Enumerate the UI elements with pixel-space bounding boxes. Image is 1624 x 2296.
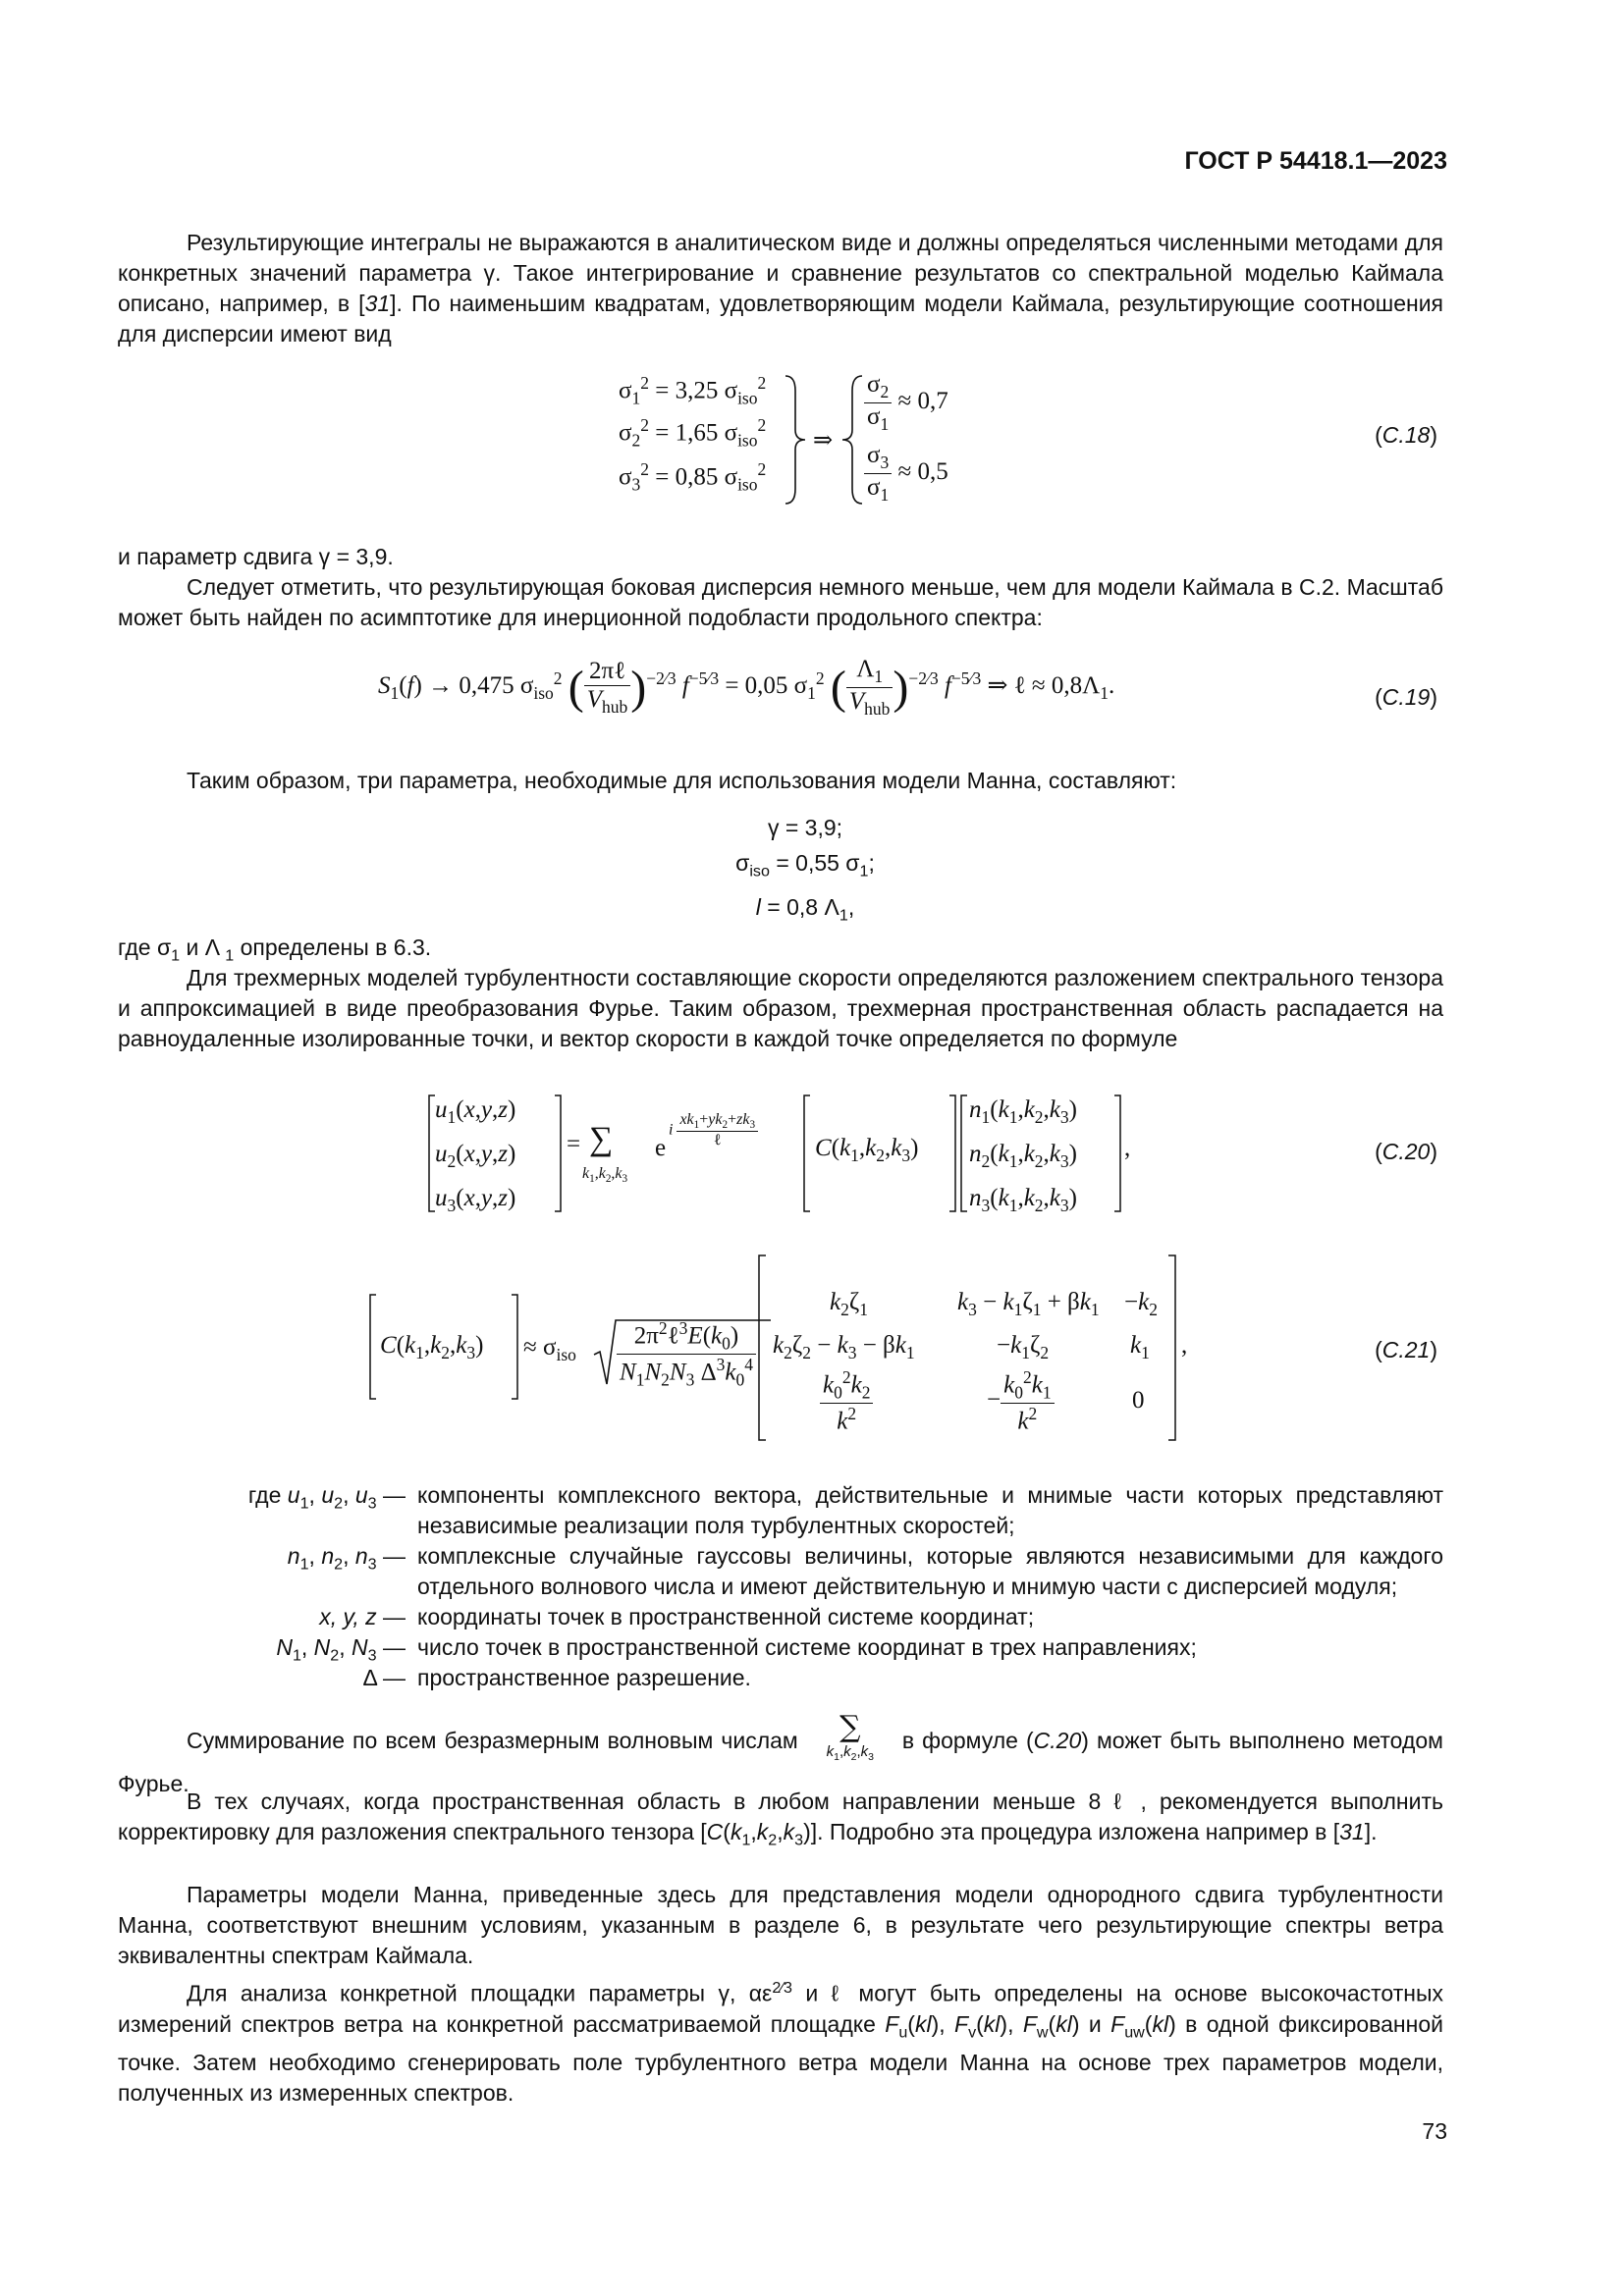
definition-u: где $u_1$, $u_2$, $u_3$ — компоненты комплексного вектора, действительные и мнимые части которых представляют независимые реализации поля турбулентных скоростей;: [247, 1482, 1443, 1538]
equation-number-c18: (C.18): [1375, 422, 1437, 448]
paragraph-3d-models: Для трехмерных моделей турбулентности составляющие скорости определяются разложением спектрального тензора и аппроксимацией в виде преобразования Фурье. Таким образом, трехмерная пространственная область распадается на равноудаленные изолированные точки, и вектор скорости в каждой точке определяется по формуле: [118, 965, 1443, 1051]
equation-number-c19: (C.19): [1375, 684, 1437, 710]
paragraph-summation: Суммирование по всем безразмерным волновым числам ∑ $k_1,k_2,k_3$ в формуле (C.20) может быть выполнено методом Фурье.: [118, 1710, 1443, 1796]
definition-xyz: x, y, z — координаты точек в пространственной системе координат;: [319, 1604, 1035, 1629]
paragraph-intro: Результирующие интегралы не выражаются в аналитическом виде и должны определяться численными методами для конкретных значений параметра γ. Такое интегрирование и сравнение результатов со спектральной моделью Каймала описано, например, в [31]. По наименьшим квадратам, удовлетворяющим модели Каймала, результирующие соотношения для дисперсии имеют вид: [118, 230, 1444, 347]
document-header: ГОСТ Р 54418.1—2023: [1184, 147, 1447, 175]
equation-c20: $u_1(x,y,z)$ $u_2(x,y,z)$ $u_3(x,y,z)$ = ∑ $k_1,k_2,k_3$ e i $\frac{xk_1+yk_2+zk_3}{\text{ℓ}}$ $C(k_1,k_2,k_3)$ $n_1(k_1,k_2,k_3)$ $n_2(k_1,k_2,k_3)$ $n_3(k_1,k_2,k_3)$ ,: [427, 1092, 1173, 1219]
equation-c21: $C(k_1,k_2,k_3)$ ≈ $\sigma_{iso}$ $\frac{2\pi^2\ell^3E(k_0)}{N_1N_2N_3 \Delta^3k_0^4}$ $k_2\zeta_1$ $k_3 - k_1\zeta_1 + \beta k_1$ $-k_2$ $k_2\zeta_2 - k_3 - \beta k_1$ $-k_1\zeta_2$ $k_1$ $\frac{k_0^2k_2}{k^2}$ − $\frac{k_0^2k_1}{k^2}$ 0 ,: [368, 1252, 1203, 1448]
equation-c19: $S_1(f) \to 0,475$ $\sigma_{iso}^2$ ( $\frac{\text{2πℓ}}{V_{hub}}$ )$^{-2⁄3}$ $f^{-5⁄3} = 0,05$ $\sigma_1^2$ ( $\frac{\Lambda_1}{V_{hub}}$ )$^{-2⁄3}$ $f^{-5⁄3}$ ⇒ ℓ ≈ $0,8\Lambda_1$.: [378, 656, 1115, 719]
equation-number-c21: (C.21): [1375, 1337, 1437, 1362]
paragraph-params-intro: Таким образом, три параметра, необходимые для использования модели Манна, составляют:: [187, 768, 1177, 793]
paragraph-site-analysis: Для анализа конкретной площадки параметры γ, $\alpha\varepsilon^{2⁄3}$ и ℓ могут быть определены на основе высокочастотных измерений спектров ветра на конкретной рассматриваемой площадке $F_u(kl)$, $F_v(kl)$, $F_w(kl)$ и $F_{uw}(kl)$ в одной фиксированной точке. Затем необходимо сгенерировать поле турбулентного ветра модели Манна на основе трех параметров модели, полученных из измеренных спектров.: [118, 1979, 1443, 2107]
svg-text:⇒: ⇒: [813, 426, 834, 454]
paragraph-where: где $\sigma_1$ и Λ $_1$ определены в 6.3.: [118, 934, 432, 965]
paragraph-mann-params: Параметры модели Манна, приведенные здесь для представления модели однородного сдвига турбулентности Манна, соответствуют внешним условиям, указанным в разделе 6, в результате чего результирующие спектры ветра эквивалентны спектрам Каймала.: [118, 1882, 1443, 1968]
paragraph-shift: и параметр сдвига γ = 3,9.: [118, 544, 394, 569]
paragraph-correction: В тех случаях, когда пространственная область в любом направлении меньше 8 ℓ , рекомендуется выполнить корректировку для разложения спектрального тензора $[C(k_1,k_2,k_3)]$. Подробно эта процедура изложена например в [31].: [118, 1789, 1443, 1849]
equation-c18: $\sigma_1^2 = 3,25$ $\sigma_{iso}^2$ $\sigma_2^2 = 1,65$ $\sigma_{iso}^2$ $\sigma_3^2 = 0,85$ $\sigma_{iso}^2$ ⇒ $\frac{\sigma_2}{\sigma_1}$ ≈ 0,7 $\frac{\sigma_3}{\sigma_1}$ ≈ 0,5: [619, 371, 1011, 508]
definition-N: $N_1$, $N_2$, $N_3$ — число точек в пространственной системе координат в трех направлениях;: [276, 1634, 1197, 1665]
paragraph-scale: Следует отметить, что результирующая боковая дисперсия немного меньше, чем для модели Каймала в С.2. Масштаб может быть найден по асимптотике для инерционной подобласти продольного спектра:: [118, 574, 1443, 630]
equation-number-c20: (C.20): [1375, 1139, 1437, 1164]
model-parameters: γ = 3,9; $\sigma_{iso} = 0,55$ $\sigma_1$; l = 0,8 $\Lambda_1$,: [735, 815, 875, 925]
page-number: 73: [1422, 2118, 1447, 2144]
definition-delta: Δ — пространственное разрешение.: [362, 1665, 751, 1690]
definition-n: $n_1$, $n_2$, $n_3$ — комплексные случайные гауссовы величины, которые являются независимыми для каждого отдельного волнового числа и имеют действительную и мнимую части с дисперсией модуля;: [287, 1543, 1443, 1599]
